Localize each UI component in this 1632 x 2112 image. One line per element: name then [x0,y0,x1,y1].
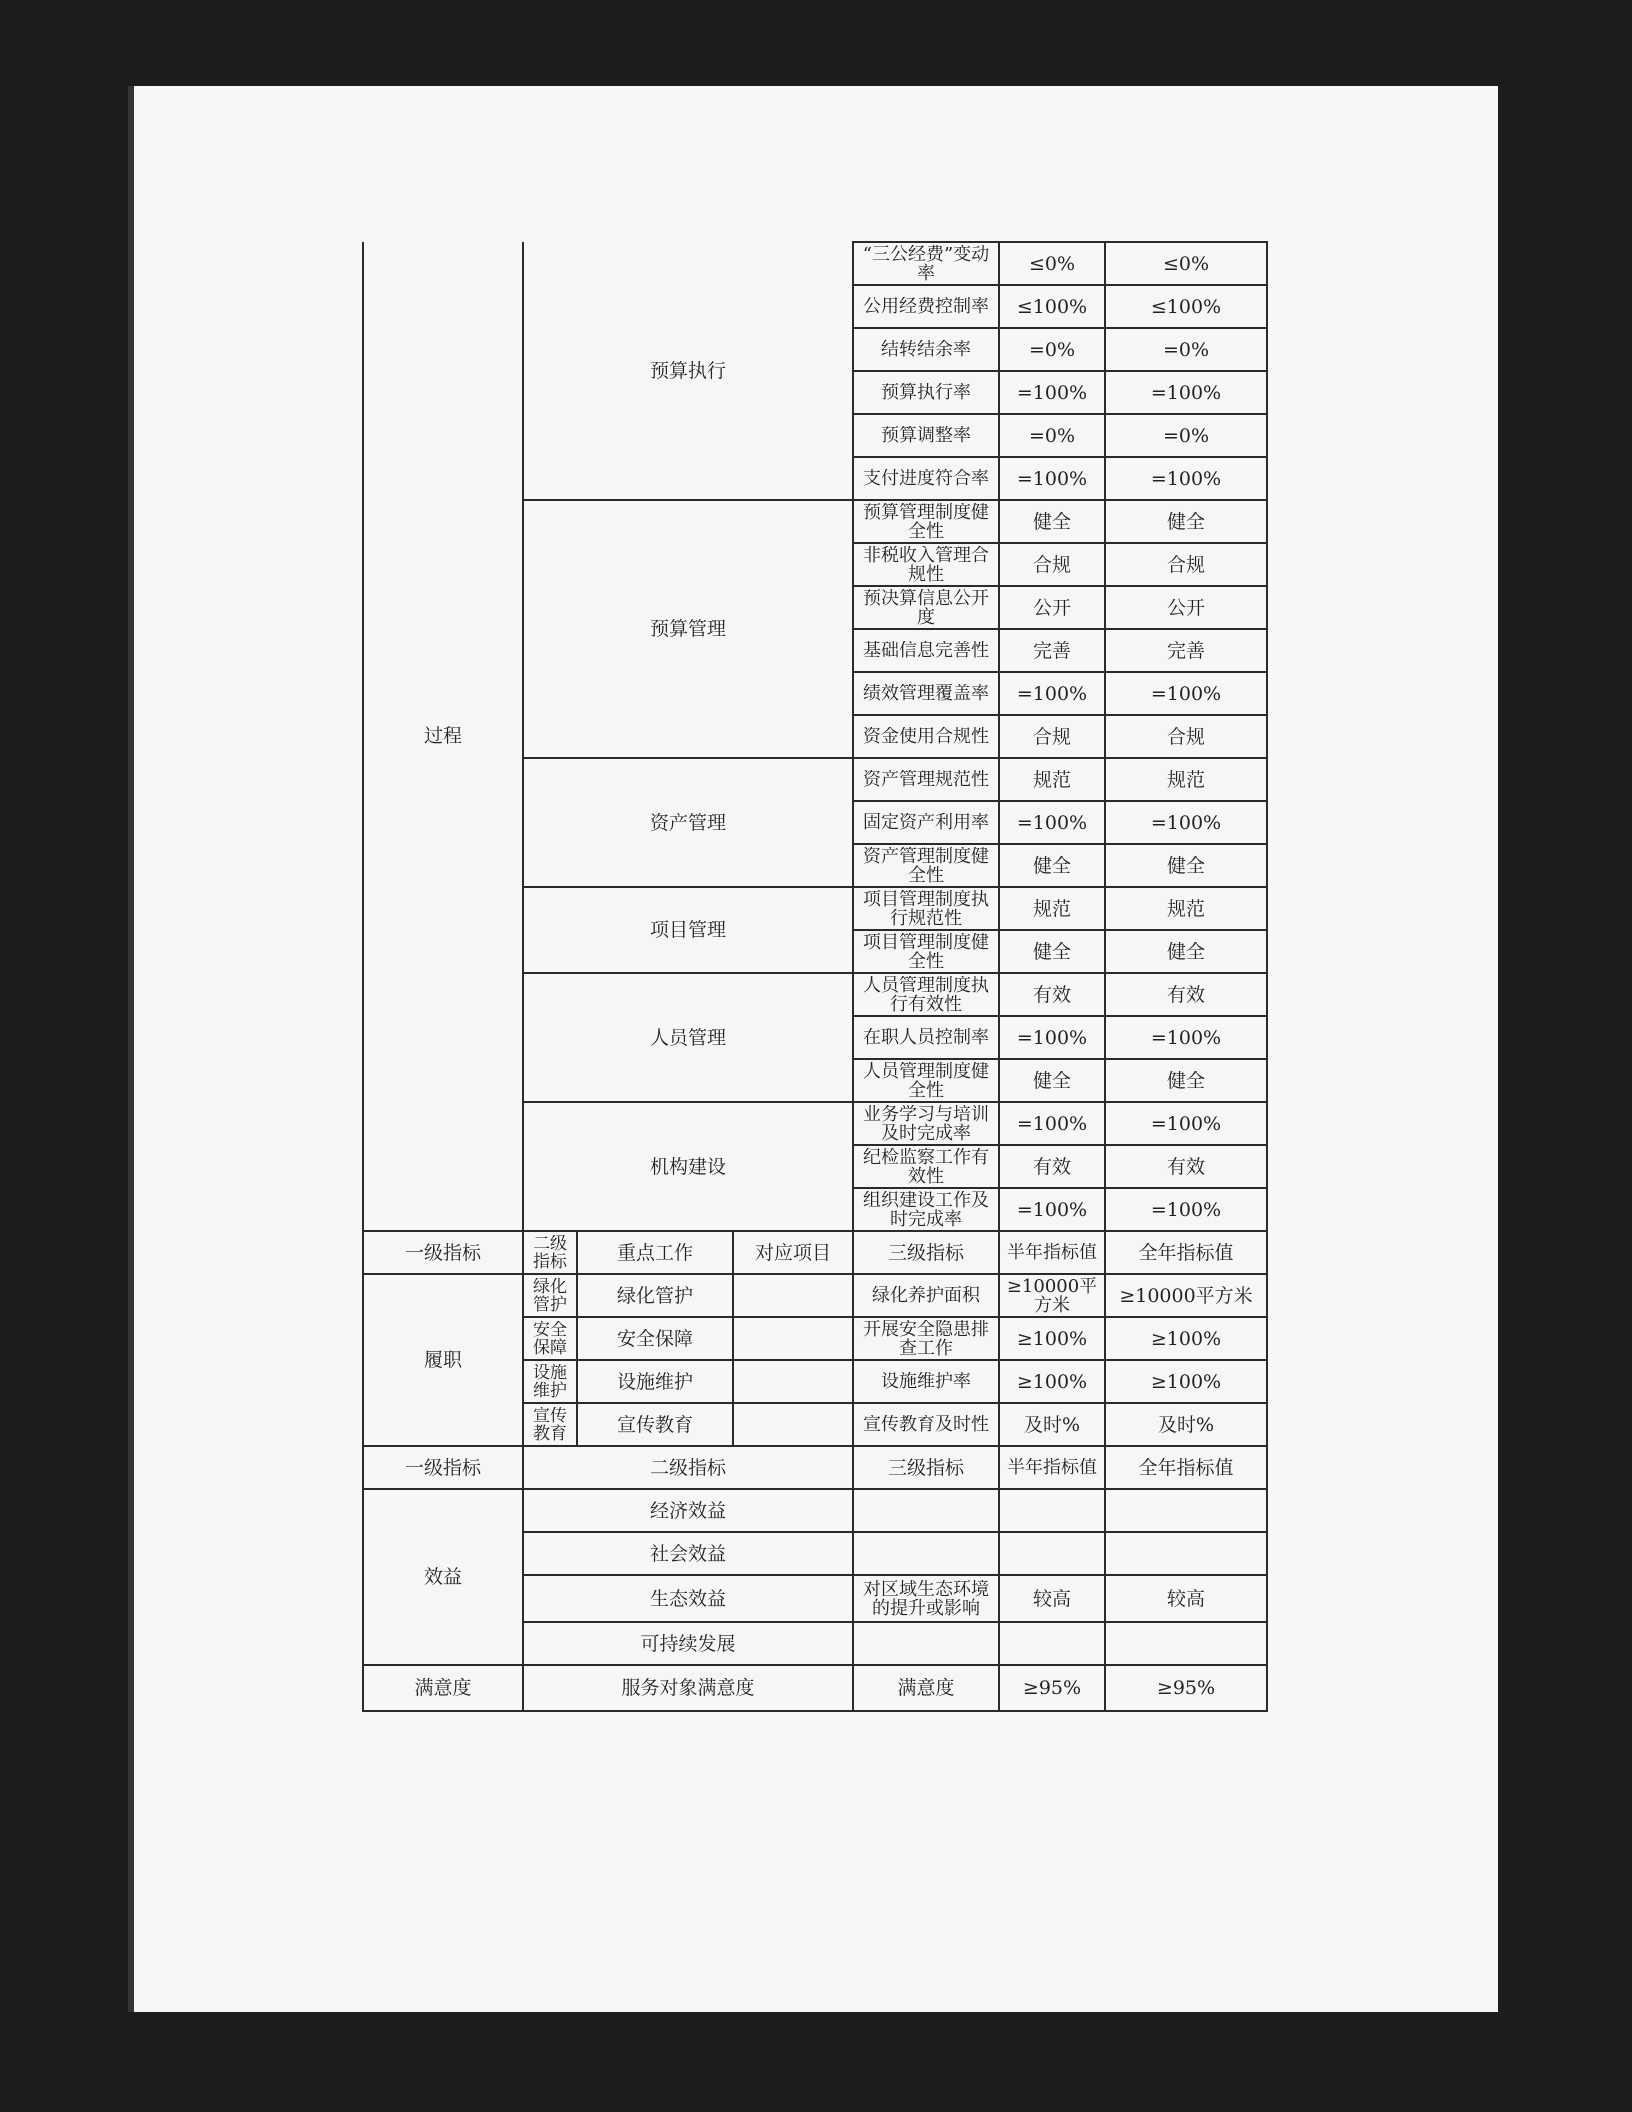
level2-cell: 绿化管护 [523,1274,577,1317]
key-work-cell: 安全保障 [577,1317,733,1360]
indicator-cell: 组织建设工作及时完成率 [853,1188,999,1231]
indicator-cell: 资金使用合规性 [853,715,999,758]
full-year-value: =0% [1105,414,1267,457]
level1-cell-benefit: 效益 [363,1489,523,1665]
full-year-value: 规范 [1105,758,1267,801]
full-year-value: 健全 [1105,844,1267,887]
level2-cell-budget-management: 预算管理 [523,500,853,758]
indicator-cell: 资产管理制度健全性 [853,844,999,887]
table-header-row [363,1231,1267,1274]
indicator-cell: 满意度 [853,1665,999,1711]
full-year-value: 公开 [1105,586,1267,629]
header-level3: 三级指标 [853,1231,999,1274]
half-year-value: =100% [999,457,1105,500]
level2-cell: 生态效益 [523,1575,853,1622]
full-year-value [1105,1532,1267,1575]
full-year-value: ≤0% [1105,242,1267,285]
full-year-value: 合规 [1105,543,1267,586]
header-level3: 三级指标 [853,1446,999,1489]
half-year-value: 规范 [999,758,1105,801]
half-year-value: =0% [999,328,1105,371]
half-year-value: ≤100% [999,285,1105,328]
half-year-value: 合规 [999,715,1105,758]
header-level1: 一级指标 [363,1446,523,1489]
full-year-value: ≥10000平方米 [1105,1274,1267,1317]
project-cell [733,1317,853,1360]
full-year-value: =100% [1105,371,1267,414]
half-year-value: 完善 [999,629,1105,672]
full-year-value [1105,1489,1267,1532]
full-year-value: 较高 [1105,1575,1267,1622]
header-key-work: 重点工作 [577,1231,733,1274]
level1-cell-duty: 履职 [363,1274,523,1446]
full-year-value: =100% [1105,1102,1267,1145]
indicator-cell: 宣传教育及时性 [853,1403,999,1446]
project-cell [733,1360,853,1403]
full-year-value: 有效 [1105,1145,1267,1188]
key-work-cell: 绿化管护 [577,1274,733,1317]
indicator-cell: 项目管理制度执行规范性 [853,887,999,930]
header-level2: 二级指标 [523,1231,577,1274]
table-row [363,1274,1267,1317]
half-year-value: ≥95% [999,1665,1105,1711]
half-year-value: 公开 [999,586,1105,629]
level2-cell-personnel-management: 人员管理 [523,973,853,1102]
full-year-value: ≥95% [1105,1665,1267,1711]
level2-cell: 宣传教育 [523,1403,577,1446]
half-year-value: 规范 [999,887,1105,930]
full-year-value: ≥100% [1105,1317,1267,1360]
level2-cell: 经济效益 [523,1489,853,1532]
half-year-value: 有效 [999,1145,1105,1188]
key-work-cell: 设施维护 [577,1360,733,1403]
indicator-cell [853,1489,999,1532]
indicator-cell: 绩效管理覆盖率 [853,672,999,715]
indicator-cell [853,1622,999,1665]
header-project: 对应项目 [733,1231,853,1274]
header-level1: 一级指标 [363,1231,523,1274]
half-year-value: =100% [999,1016,1105,1059]
indicator-cell: 资产管理规范性 [853,758,999,801]
performance-indicator-table [362,241,1268,1712]
half-year-value: ≤0% [999,242,1105,285]
full-year-value: =0% [1105,328,1267,371]
half-year-value: =100% [999,801,1105,844]
table-header-row [363,1446,1267,1489]
half-year-value: 健全 [999,930,1105,973]
indicator-cell: 开展安全隐患排查工作 [853,1317,999,1360]
half-year-value: 及时% [999,1403,1105,1446]
half-year-value: ≥100% [999,1317,1105,1360]
table-row [363,1665,1267,1711]
half-year-value: =100% [999,1102,1105,1145]
project-cell [733,1403,853,1446]
indicator-cell: 业务学习与培训及时完成率 [853,1102,999,1145]
indicator-cell: 纪检监察工作有效性 [853,1145,999,1188]
indicator-cell: 在职人员控制率 [853,1016,999,1059]
level2-cell: 设施维护 [523,1360,577,1403]
indicator-cell: 预决算信息公开度 [853,586,999,629]
half-year-value: 较高 [999,1575,1105,1622]
indicator-cell [853,1532,999,1575]
half-year-value: ≥10000平方米 [999,1274,1105,1317]
half-year-value: 健全 [999,1059,1105,1102]
level2-cell-asset-management: 资产管理 [523,758,853,887]
full-year-value: ≤100% [1105,285,1267,328]
table-row [363,1489,1267,1532]
level2-cell-org-building: 机构建设 [523,1102,853,1231]
indicator-cell: “三公经费”变动率 [853,242,999,285]
indicator-cell: 对区域生态环境的提升或影响 [853,1575,999,1622]
half-year-value: =100% [999,371,1105,414]
full-year-value: =100% [1105,1188,1267,1231]
full-year-value: 健全 [1105,930,1267,973]
full-year-value: =100% [1105,1016,1267,1059]
half-year-value: ≥100% [999,1360,1105,1403]
half-year-value: 合规 [999,543,1105,586]
header-half-year: 半年指标值 [999,1231,1105,1274]
header-level2: 二级指标 [523,1446,853,1489]
half-year-value: 健全 [999,500,1105,543]
project-cell [733,1274,853,1317]
indicator-cell: 设施维护率 [853,1360,999,1403]
full-year-value: 有效 [1105,973,1267,1016]
half-year-value [999,1622,1105,1665]
level2-cell-project-management: 项目管理 [523,887,853,973]
page-edge [128,86,134,2012]
indicator-cell: 预算调整率 [853,414,999,457]
level2-cell: 可持续发展 [523,1622,853,1665]
indicator-cell: 项目管理制度健全性 [853,930,999,973]
indicator-cell: 预算管理制度健全性 [853,500,999,543]
table-row [363,242,1267,285]
level2-cell: 社会效益 [523,1532,853,1575]
full-year-value: 健全 [1105,500,1267,543]
full-year-value: 合规 [1105,715,1267,758]
indicator-cell: 支付进度符合率 [853,457,999,500]
header-full-year: 全年指标值 [1105,1446,1267,1489]
full-year-value: 及时% [1105,1403,1267,1446]
full-year-value: 健全 [1105,1059,1267,1102]
full-year-value: 完善 [1105,629,1267,672]
indicator-cell: 固定资产利用率 [853,801,999,844]
full-year-value: =100% [1105,672,1267,715]
header-full-year: 全年指标值 [1105,1231,1267,1274]
half-year-value: =100% [999,672,1105,715]
indicator-cell: 人员管理制度执行有效性 [853,973,999,1016]
level1-cell-process: 过程 [363,242,523,1231]
full-year-value: =100% [1105,457,1267,500]
full-year-value [1105,1622,1267,1665]
indicator-cell: 基础信息完善性 [853,629,999,672]
full-year-value: ≥100% [1105,1360,1267,1403]
full-year-value: 规范 [1105,887,1267,930]
key-work-cell: 宣传教育 [577,1403,733,1446]
half-year-value [999,1489,1105,1532]
indicator-cell: 绿化养护面积 [853,1274,999,1317]
indicator-cell: 非税收入管理合规性 [853,543,999,586]
half-year-value: =0% [999,414,1105,457]
level2-cell: 安全保障 [523,1317,577,1360]
indicator-cell: 人员管理制度健全性 [853,1059,999,1102]
indicator-cell: 预算执行率 [853,371,999,414]
indicator-cell: 公用经费控制率 [853,285,999,328]
half-year-value: 有效 [999,973,1105,1016]
header-half-year: 半年指标值 [999,1446,1105,1489]
half-year-value [999,1532,1105,1575]
level2-cell: 服务对象满意度 [523,1665,853,1711]
indicator-cell: 结转结余率 [853,328,999,371]
level2-cell-budget-execution: 预算执行 [523,242,853,500]
level1-cell-satisfaction: 满意度 [363,1665,523,1711]
half-year-value: =100% [999,1188,1105,1231]
half-year-value: 健全 [999,844,1105,887]
full-year-value: =100% [1105,801,1267,844]
